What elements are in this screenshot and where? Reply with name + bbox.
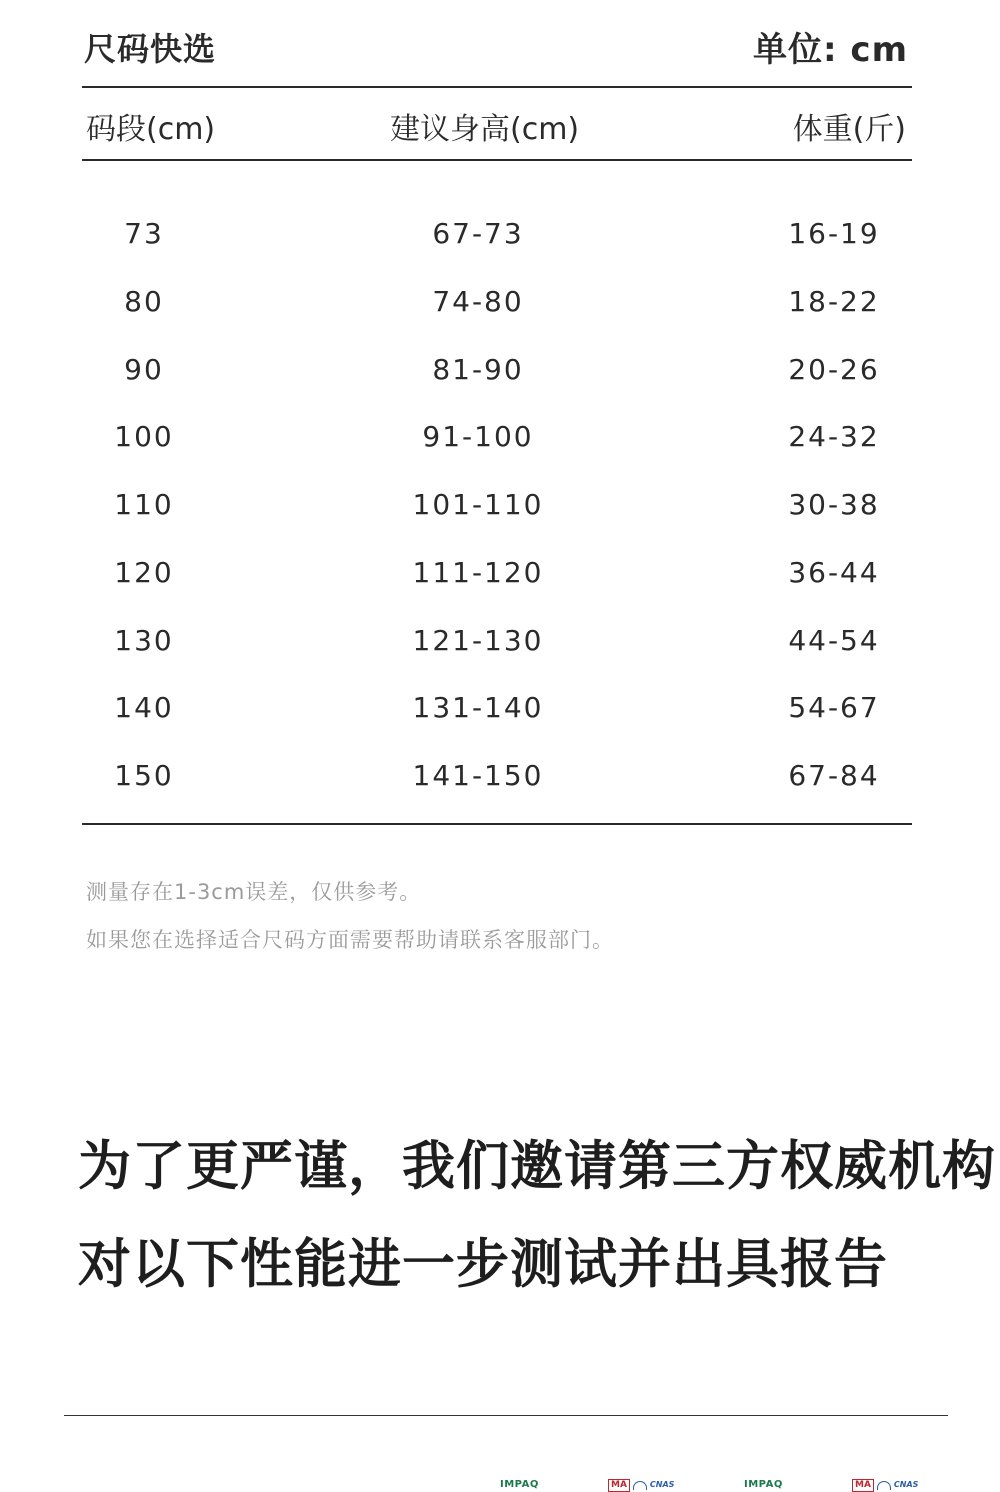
weight-cell: 30-38 <box>788 488 880 521</box>
table-row <box>82 471 912 539</box>
size-cell: 140 <box>114 691 174 725</box>
ilac-mark-icon <box>877 1481 891 1490</box>
weight-cell: 18-22 <box>788 284 880 318</box>
weight-cell: 36-44 <box>788 555 880 589</box>
height-cell: 74-80 <box>432 284 524 318</box>
size-cell: 90 <box>124 352 164 386</box>
table-row <box>82 607 912 675</box>
height-cell: 91-100 <box>422 420 534 454</box>
size-cell: 120 <box>114 555 174 589</box>
unit-label: 单位: cm <box>752 30 908 70</box>
table-header-rule <box>82 159 912 161</box>
table-row <box>82 742 912 810</box>
height-cell: 131-140 <box>412 691 544 725</box>
column-header-weight: 体重(斤) <box>792 112 906 147</box>
table-row <box>82 200 912 268</box>
size-cell: 150 <box>114 759 174 792</box>
size-cell: 110 <box>114 488 174 521</box>
weight-cell: 24-32 <box>788 420 880 454</box>
size-guide-header <box>84 18 912 68</box>
size-cell: 100 <box>114 420 174 454</box>
height-cell: 121-130 <box>412 623 544 657</box>
headline-line-2: 对以下性能进一步测试并出具报告 <box>78 1234 888 1295</box>
impaq-logo: IMPAQ <box>744 1479 783 1490</box>
cnas-logo: CNAS <box>893 1480 919 1489</box>
measurement-note: 测量存在1-3cm误差，仅供参考。 <box>86 880 422 904</box>
size-cell: 80 <box>124 284 164 318</box>
certification-logos <box>852 1478 918 1492</box>
weight-cell: 54-67 <box>788 691 880 725</box>
height-cell: 81-90 <box>432 352 524 386</box>
table-bottom-rule <box>82 823 912 825</box>
table-row <box>82 336 912 404</box>
table-row <box>82 674 912 742</box>
headline-line-1: 为了更严谨，我们邀请第三方权威机构 <box>78 1136 996 1197</box>
weight-cell: 67-84 <box>788 759 880 792</box>
size-cell: 130 <box>114 623 174 657</box>
cma-logo: MA <box>852 1479 874 1492</box>
impaq-logo: IMPAQ <box>500 1479 539 1490</box>
table-top-rule <box>82 86 912 88</box>
section-divider <box>64 1415 948 1416</box>
weight-cell: 16-19 <box>788 217 880 250</box>
size-cell: 73 <box>124 217 164 250</box>
height-cell: 111-120 <box>412 555 544 589</box>
contact-note: 如果您在选择适合尺码方面需要帮助请联系客服部门。 <box>86 928 614 952</box>
weight-cell: 20-26 <box>788 352 880 386</box>
weight-cell: 44-54 <box>788 623 880 657</box>
table-row <box>82 403 912 471</box>
height-cell: 141-150 <box>412 759 544 792</box>
cma-logo: MA <box>608 1479 630 1492</box>
cnas-logo: CNAS <box>649 1480 675 1489</box>
table-row <box>82 268 912 336</box>
height-cell: 101-110 <box>412 488 544 521</box>
certification-logos <box>608 1478 674 1492</box>
table-row <box>82 539 912 607</box>
page-title: 尺码快选 <box>84 30 217 68</box>
height-cell: 67-73 <box>432 217 524 250</box>
ilac-mark-icon <box>633 1481 647 1490</box>
size-table-body <box>82 200 912 810</box>
column-header-height: 建议身高(cm) <box>390 112 580 147</box>
column-header-size: 码段(cm) <box>86 112 216 147</box>
